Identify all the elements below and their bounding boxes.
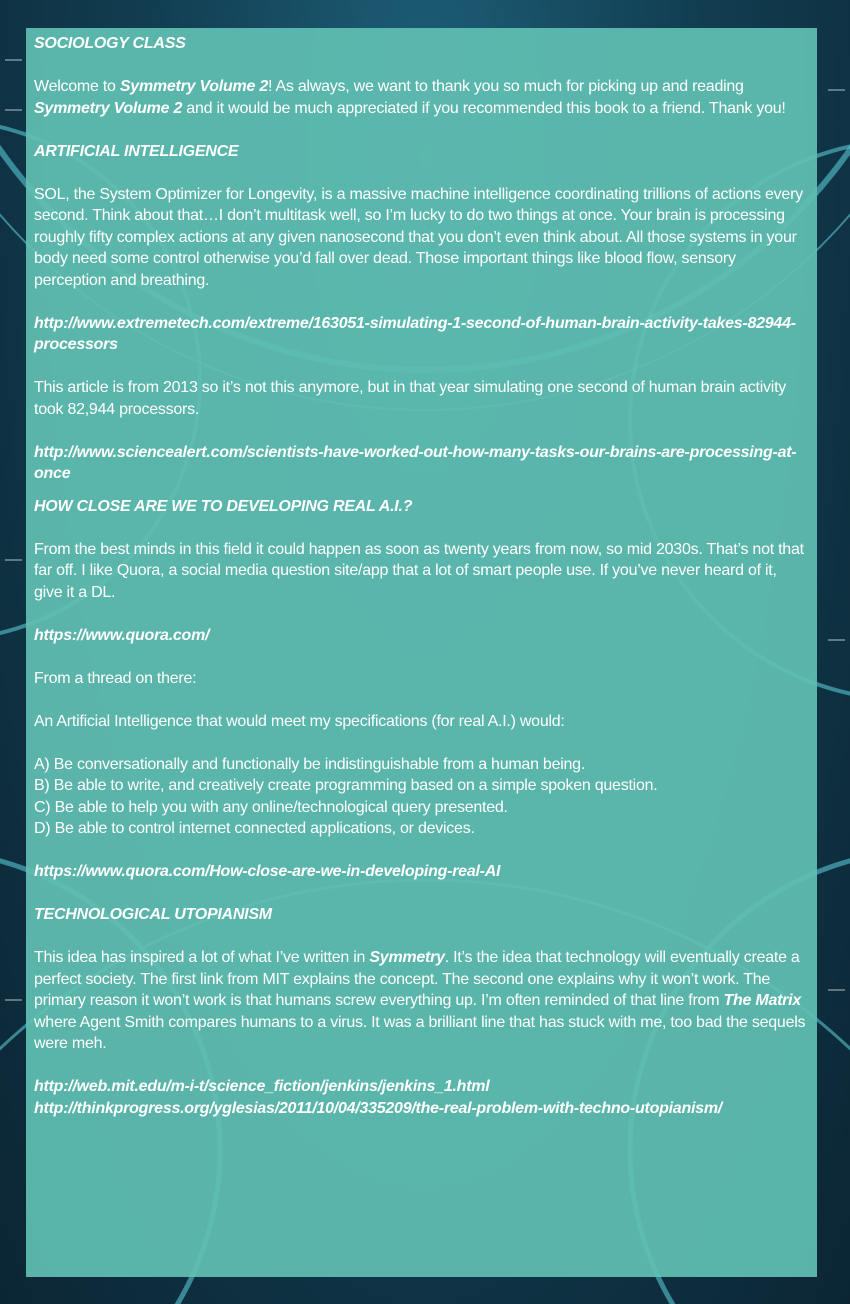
list-item: D) Be able to control internet connected applications, or devices. xyxy=(34,820,475,837)
list-item: A) Be conversationally and functionally be indistinguishable from a human being. xyxy=(34,755,586,773)
article-paragraph: This article is from 2013 so it’s not this anymore, but in that year simulating one second of human brain activity took 82,944 processors. xyxy=(34,379,787,418)
heading-sociology-class: SOCIOLOGY CLASS xyxy=(34,35,186,52)
welcome-paragraph xyxy=(34,76,807,119)
link-thinkprogress[interactable]: http://thinkprogress.org/yglesias/2011/10/04/335209/the-real-problem-with-techno-utopianism/ xyxy=(34,1099,722,1117)
link-mit[interactable]: http://web.mit.edu/m-i-t/science_fiction/jenkins/jenkins_1.html xyxy=(34,1078,490,1095)
book-title: Symmetry xyxy=(369,949,445,966)
book-title: Symmetry Volume 2 xyxy=(119,78,268,95)
spec-paragraph: An Artificial Intelligence that would meet my specifications (for real A.I.) would: xyxy=(34,712,565,730)
content-panel xyxy=(26,28,817,1277)
utopia-text-3: where Agent Smith compares humans to a virus. It was a brilliant line that has stuck with me, too bad the sequels were meh. xyxy=(34,1013,806,1052)
film-title: The Matrix xyxy=(723,992,801,1009)
utopia-text-2: . It’s the idea that technology will eventually create a perfect society. The first link from MIT explains the concept. The second one explains why it won’t work. The primary reason it won’t work is that humans screw everything up. I’m often reminded of that line from xyxy=(34,949,800,1009)
heading-artificial-intelligence: ARTIFICIAL INTELLIGENCE xyxy=(34,142,239,160)
link-quora[interactable]: https://www.quora.com/ xyxy=(34,626,210,644)
welcome-text-1: Welcome to xyxy=(34,78,120,95)
thread-paragraph: From a thread on there: xyxy=(34,669,197,687)
utopia-paragraph xyxy=(34,947,807,1055)
link-sciencealert[interactable]: http://www.sciencealert.com/scientists-have-worked-out-how-many-tasks-our-brains-are-processing-at-once xyxy=(34,443,797,482)
list-item: B) Be able to write, and creatively create programming based on a simple spoken question. xyxy=(34,777,658,794)
welcome-text-2: ! As always, we want to thank you so much for picking up and reading xyxy=(267,78,744,95)
link-extremetech[interactable]: http://www.extremetech.com/extreme/163051-simulating-1-second-of-human-brain-activity-takes-82944-processors xyxy=(34,314,796,353)
spec-list xyxy=(34,754,807,840)
utopia-text-1: This idea has inspired a lot of what I’ve written in xyxy=(34,949,370,966)
heading-technological-utopianism: TECHNOLOGICAL UTOPIANISM xyxy=(34,906,272,923)
welcome-text-3: and it would be much appreciated if you recommended this book to a friend. Thank you! xyxy=(182,99,786,117)
list-item: C) Be able to help you with any online/technological query presented. xyxy=(34,798,508,816)
ai-paragraph: SOL, the System Optimizer for Longevity, is a massive machine intelligence coordinating trillions of actions every second. Think about that…I don’t multitask well, so I’m lucky to do two things at once. Your brain is processing roughly fifty complex actions at any given nanosecond that you don’t even think about. All those systems in your body need some control otherwise you’d fall over dead. Those important things like blood flow, sensory perception and breathing. xyxy=(34,185,803,289)
how-close-paragraph: From the best minds in this field it could happen as soon as twenty years from now, so mid 2030s. That’s not that far off. I like Quora, a social media question site/app that a lot of smart people use. If you’ve never heard of it, give it a DL. xyxy=(34,540,804,601)
book-title: Symmetry Volume 2 xyxy=(34,99,183,117)
link-quora-thread[interactable]: https://www.quora.com/How-close-are-we-in-developing-real-AI xyxy=(34,863,501,880)
heading-how-close: HOW CLOSE ARE WE TO DEVELOPING REAL A.I.? xyxy=(34,497,413,515)
